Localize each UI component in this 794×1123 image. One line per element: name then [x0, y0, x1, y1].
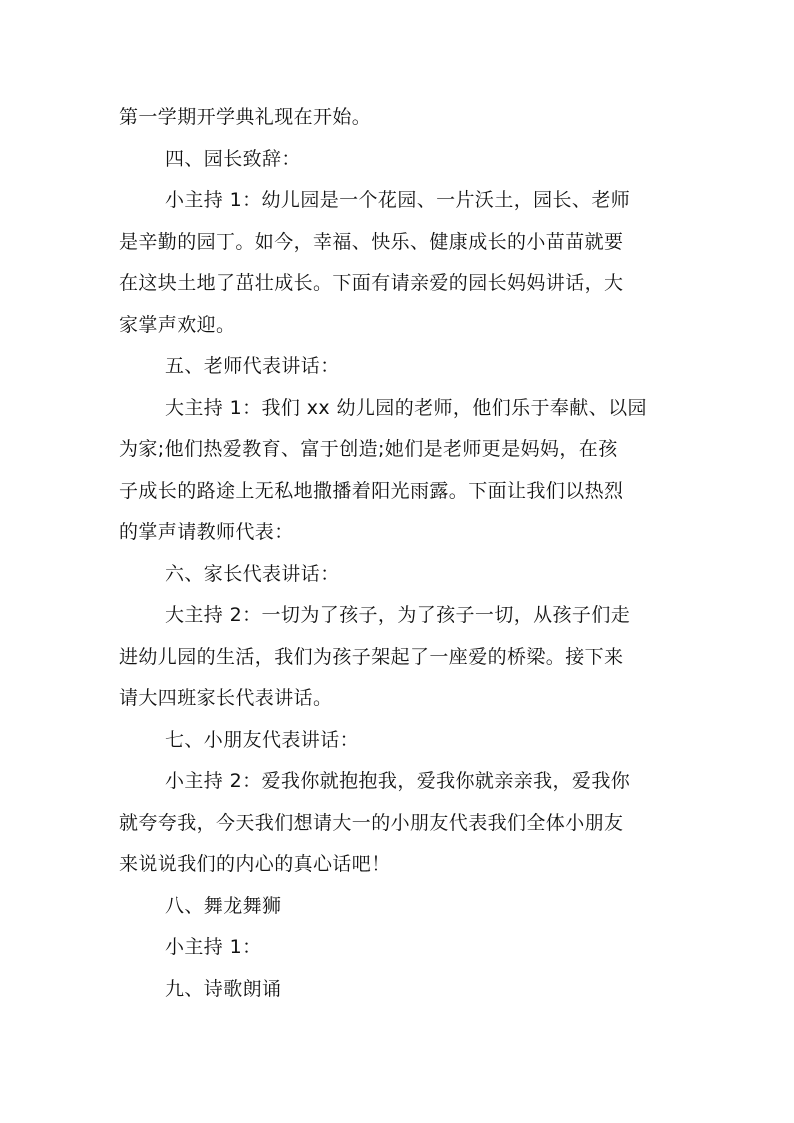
- section-heading: 七、小朋友代表讲话：: [165, 728, 360, 751]
- text-line: 子成长的路途上无私地撒播着阳光雨露。下面让我们以热烈: [119, 479, 624, 502]
- text-line: 是辛勤的园丁。如今，幸福、快乐、健康成长的小苗苗就要: [119, 230, 624, 253]
- text-line: 为家;他们热爱教育、富于创造;她们是老师更是妈妈，在孩: [119, 438, 618, 460]
- text-line: 小主持 1：幼儿园是一个花园、一片沃土，园长、老师: [165, 189, 631, 211]
- text-line: 来说说我们的内心的真心话吧！: [119, 853, 391, 875]
- document-body: [119, 97, 675, 1010]
- section-heading: 九、诗歌朗诵: [165, 977, 282, 1000]
- section-heading: 五、老师代表讲话：: [165, 355, 340, 377]
- section-heading: 八、舞龙舞狮: [165, 894, 282, 917]
- text-line: 小主持 2：爱我你就抱抱我，爱我你就亲亲我，爱我你: [165, 770, 631, 792]
- text-line: 小主持 1：: [165, 936, 262, 958]
- text-line: 的掌声请教师代表：: [119, 521, 294, 543]
- text-line: 进幼儿园的生活，我们为孩子架起了一座爱的桥梁。接下来: [119, 645, 624, 668]
- text-line: 家掌声欢迎。: [119, 313, 236, 336]
- section-heading: 六、家长代表讲话：: [165, 562, 340, 585]
- text-line: 在这块土地了茁壮成长。下面有请亲爱的园长妈妈讲话，大: [119, 272, 624, 294]
- text-line: 请大四班家长代表讲话。: [119, 687, 333, 709]
- text-line: 大主持 1：我们 xx 幼儿园的老师，他们乐于奉献、以园: [165, 396, 647, 419]
- section-heading: 四、园长致辞：: [165, 147, 301, 170]
- text-line: 就夸夸我，今天我们想请大一的小朋友代表我们全体小朋友: [119, 811, 624, 834]
- text-line: 第一学期开学典礼现在开始。: [119, 106, 372, 128]
- text-line: 大主持 2：一切为了孩子，为了孩子一切，从孩子们走: [165, 604, 631, 626]
